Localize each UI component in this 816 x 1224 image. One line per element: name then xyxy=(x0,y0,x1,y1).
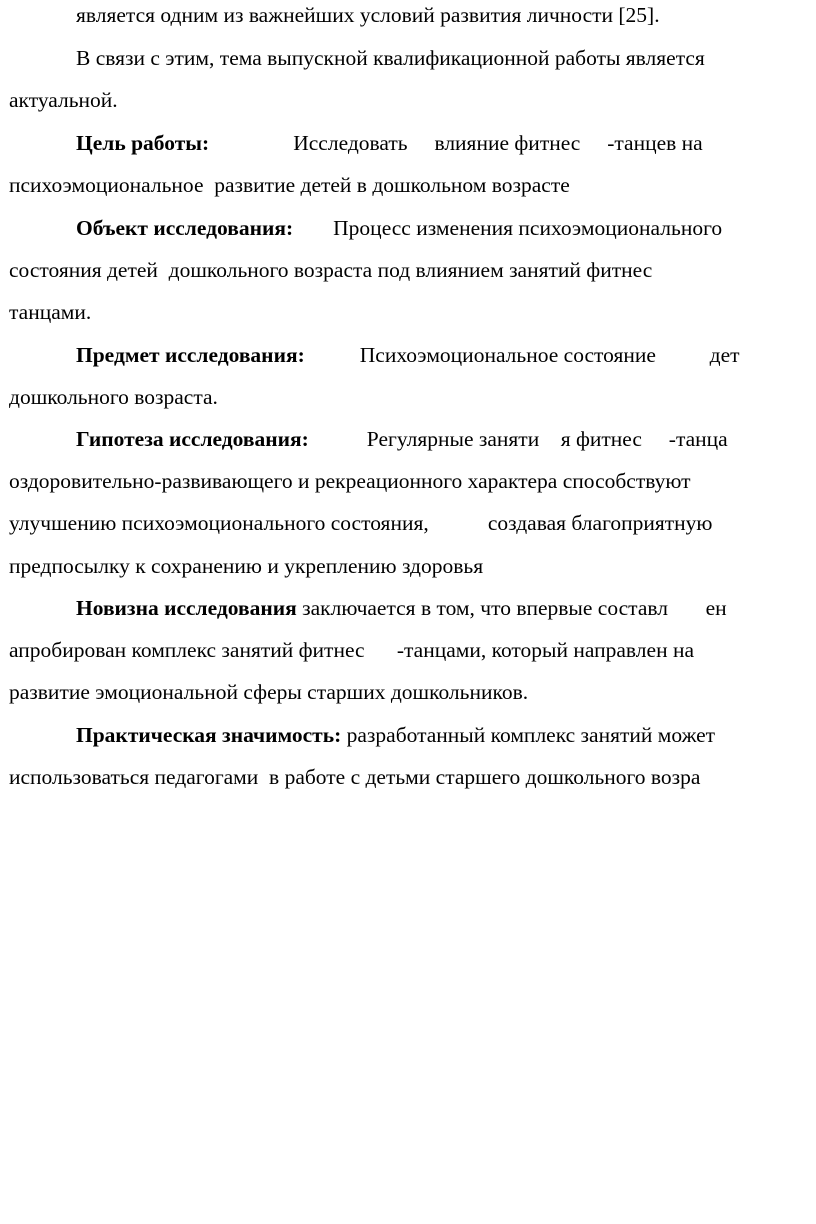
text-run: В связи с этим, тема выпускной квалификационной работы является xyxy=(76,46,705,70)
text-line xyxy=(9,172,570,198)
text-run: использоваться педагогами в работе с детьми старшего дошкольного возра xyxy=(9,765,701,789)
subject-text: Психоэмоциональное состояние дет xyxy=(359,343,740,367)
text-run: оздоровительно-развивающего и рекреационного характера способствуют xyxy=(9,469,691,493)
practical-label: Практическая значимость: xyxy=(76,723,342,747)
text-run: состояния детей дошкольного возраста под влиянием занятий фитнес xyxy=(9,258,653,282)
novelty-label: Новизна исследования xyxy=(76,596,297,620)
text-line xyxy=(9,679,528,705)
subject-line xyxy=(76,342,740,368)
text-line xyxy=(76,2,660,28)
text-run: улучшению психоэмоционального состояния, создавая благоприятную xyxy=(9,511,713,535)
practical-line xyxy=(76,722,715,748)
object-label: Объект исследования: xyxy=(76,216,294,240)
text-run: психоэмоциональное развитие детей в дошкольном возрасте xyxy=(9,173,570,197)
text-run: развитие эмоциональной сферы старших дошкольников. xyxy=(9,680,529,704)
hypothesis-label: Гипотеза исследования: xyxy=(76,427,309,451)
text-run: танцами. xyxy=(9,300,92,324)
text-run: является одним из важнейших условий развития личности [25]. xyxy=(76,3,660,27)
text-line xyxy=(9,510,712,536)
subject-label: Предмет исследования: xyxy=(76,343,305,367)
goal-text: Исследовать влияние фитнес -танцев на xyxy=(293,131,703,155)
text-run: дошкольного возраста. xyxy=(9,385,218,409)
text-line xyxy=(76,45,705,71)
text-run: предпосылку к сохранению и укреплению здоровья xyxy=(9,554,484,578)
text-line xyxy=(9,637,694,663)
hypothesis-text: Регулярные заняти я фитнес -танца xyxy=(366,427,728,451)
text-line xyxy=(9,384,218,410)
text-line xyxy=(9,87,118,113)
object-line xyxy=(76,215,722,241)
text-line xyxy=(9,299,91,325)
text-run: апробирован комплекс занятий фитнес -танцами, который направлен на xyxy=(9,638,694,662)
text-line xyxy=(9,553,483,579)
hypothesis-line xyxy=(76,426,728,452)
practical-text: разработанный комплекс занятий может xyxy=(341,723,716,747)
novelty-text: заключается в том, что впервые составл ен xyxy=(296,596,727,620)
text-line xyxy=(9,764,700,790)
text-line xyxy=(9,257,652,283)
object-text: Процесс изменения психоэмоционального xyxy=(333,216,723,240)
goal-line xyxy=(76,130,703,156)
text-run: актуальной. xyxy=(9,88,118,112)
goal-label: Цель работы: xyxy=(76,131,210,155)
text-line xyxy=(9,468,691,494)
novelty-line xyxy=(76,595,727,621)
